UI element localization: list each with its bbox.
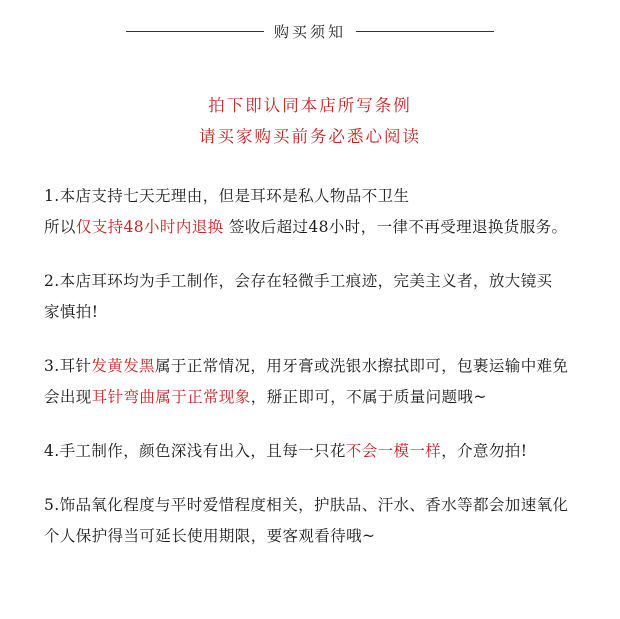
page-title: 购买须知 [273, 22, 346, 41]
header [0, 18, 620, 44]
policy-item-4-line-1 [44, 436, 604, 467]
notice-line-2: 请买家购买前务必悉心阅读 [199, 127, 421, 146]
text-segment: 属于正常情况，用牙膏或洗银水擦拭即可，包裹运输中难免 [155, 357, 569, 375]
notice-line-1: 拍下即认同本店所写条例 [208, 96, 412, 115]
policy-item-1-line-2 [44, 212, 604, 243]
highlight-text: 发黄发黑 [91, 357, 155, 375]
policy-item-5 [44, 490, 604, 552]
title-divider-left [126, 31, 264, 32]
title-divider-right [356, 31, 494, 32]
policy-item-3-line-1 [44, 351, 604, 382]
policy-item-3 [44, 351, 604, 413]
policy-item-2-line-1: 2.本店耳环均为手工制作，会存在轻微手工痕迹，完美主义者，放大镜买 [44, 272, 553, 290]
policy-item-4 [44, 436, 604, 467]
text-segment: ，介意勿拍! [441, 442, 528, 460]
highlight-text: 不会一模一样 [345, 442, 442, 460]
policy-item-5-line-2: 个人保护得当可延长使用期限，要客观看待哦~ [44, 527, 376, 545]
policy-item-2 [44, 266, 604, 328]
text-segment: 会出现 [44, 388, 92, 406]
text-segment: 4.手工制作，颜色深浅有出入，且每一只花 [44, 442, 346, 460]
text-segment: 3.耳针 [44, 357, 92, 375]
policy-item-5-line-1: 5.饰品氧化程度与平时爱惜程度相关，护肤品、汗水、香水等都会加速氧化 [44, 496, 569, 514]
text-segment: 签收后超过48小时，一律不再受理退换货服务。 [223, 218, 568, 236]
policy-item-1-line-1: 1.本店支持七天无理由，但是耳环是私人物品不卫生 [44, 187, 410, 205]
policy-item-3-line-2 [44, 382, 604, 413]
policy-item-2-line-2: 家慎拍! [44, 303, 99, 321]
policy-item-1 [44, 181, 604, 243]
notice-block [0, 90, 620, 152]
highlight-text: 耳针弯曲属于正常现象 [91, 388, 251, 406]
text-segment: ，掰正即可，不属于质量问题哦~ [250, 388, 487, 406]
policy-list [44, 181, 604, 575]
highlight-text: 仅支持48小时内退换 [75, 218, 224, 236]
text-segment: 所以 [44, 218, 76, 236]
